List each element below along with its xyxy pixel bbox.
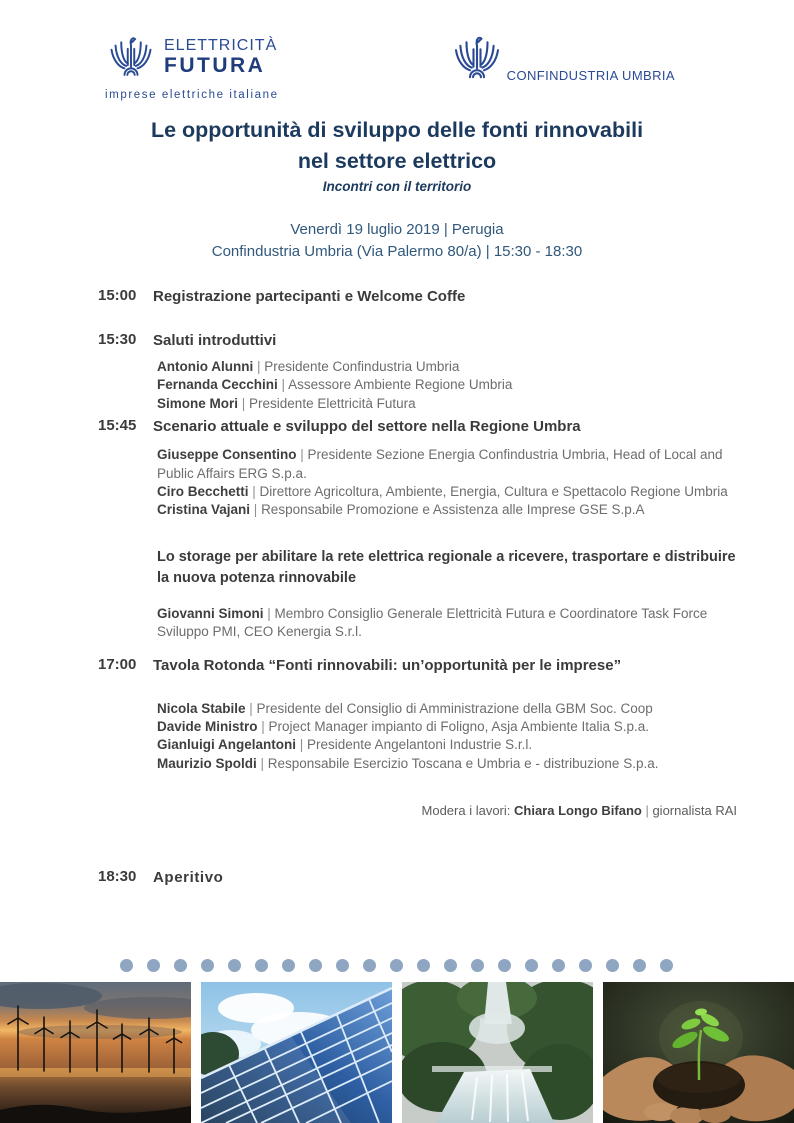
time-label: 15:30 — [98, 330, 137, 348]
speaker-line — [157, 700, 737, 718]
photo-strip — [0, 982, 794, 1123]
speaker-name: Gianluigi Angelantoni — [157, 737, 296, 753]
speaker-line — [157, 718, 737, 736]
event-title-line1: Le opportunità di sviluppo delle fonti rinnovabili — [150, 118, 644, 142]
dots-divider — [0, 959, 794, 972]
speaker-role: Presidente Angelantoni Industrie S.r.l. — [307, 737, 533, 753]
dot — [633, 959, 646, 972]
dot — [255, 959, 268, 972]
event-venue: Confindustria Umbria (Via Palermo 80/a) | 15:30 - 18:30 — [211, 243, 583, 261]
session-title: Lo storage per abilitare la rete elettrica regionale a ricevere, trasportare e distribuire la nuova potenza rinnovabile — [157, 548, 736, 586]
moderator-prefix: Modera i lavori: — [421, 803, 514, 819]
speaker-name: Davide Ministro — [157, 718, 258, 734]
speaker-list — [157, 446, 737, 519]
dot — [606, 959, 619, 972]
dot — [363, 959, 376, 972]
speaker-name: Maurizio Spoldi — [157, 755, 257, 771]
pipe-separator: | — [256, 755, 268, 771]
logo-tagline: imprese elettriche italiane — [105, 89, 279, 101]
speaker-list — [157, 700, 737, 773]
dot — [579, 959, 592, 972]
session-title: Tavola Rotonda “Fonti rinnovabili: un’opportunità per le imprese” — [153, 657, 622, 675]
logo-text-line1: ELETTRICITÀ — [164, 36, 278, 54]
pipe-separator: | — [245, 700, 257, 716]
pipe-separator: | — [257, 718, 269, 734]
session-title: Scenario attuale e sviluppo del settore nella Regione Umbra — [153, 417, 581, 435]
session — [98, 417, 737, 520]
dot — [174, 959, 187, 972]
photo-waterfall — [402, 982, 593, 1123]
speaker-line — [157, 755, 737, 773]
event-title-line2: nel settore elettrico — [297, 149, 497, 174]
event-subtitle: Incontri con il territorio — [322, 179, 472, 195]
pipe-separator: | — [248, 483, 260, 499]
confindustria-umbria-logo — [449, 28, 675, 88]
pipe-separator: | — [238, 395, 250, 411]
speaker-role: Responsabile Promozione e Assistenza alle Imprese GSE S.p.A — [261, 502, 645, 518]
photo-solar-panels — [201, 982, 392, 1123]
confindustria-eagle-icon — [449, 28, 505, 88]
pipe-separator: | — [277, 377, 289, 393]
speaker-line — [157, 605, 737, 642]
speaker-name: Cristina Vajani — [157, 502, 251, 518]
speaker-name: Ciro Becchetti — [157, 483, 249, 499]
time-label: 15:45 — [98, 416, 137, 434]
time-label: 18:30 — [98, 868, 137, 886]
logo-text: CONFINDUSTRIA UMBRIA — [506, 68, 675, 83]
speaker-role: Presidente Confindustria Umbria — [264, 358, 460, 374]
schedule-item — [98, 287, 737, 307]
speaker-role: Direttore Agricoltura, Ambiente, Energia, Cultura e Spettacolo Regione Umbria — [259, 483, 728, 499]
speaker-role: Project Manager impianto di Foligno, Asja Ambiente Italia S.p.a. — [268, 718, 650, 734]
schedule-item — [98, 656, 737, 676]
speaker-role: Assessore Ambiente Regione Umbria — [288, 377, 513, 393]
speaker-name: Fernanda Cecchini — [157, 377, 278, 393]
speaker-role: Presidente Sezione Energia Confindustria Umbria, Head of Local and Public Affairs ERG S.p.a. — [157, 447, 723, 481]
speaker-name: Giovanni Simoni — [157, 605, 264, 621]
speaker-line — [157, 501, 737, 519]
speaker-role: Responsabile Esercizio Toscana e Umbria e - distribuzione S.p.a. — [267, 755, 659, 771]
pipe-separator: | — [263, 605, 275, 621]
session — [98, 331, 737, 413]
session-title: Aperitivo — [153, 869, 224, 887]
dot — [417, 959, 430, 972]
pipe-separator: | — [641, 803, 653, 819]
confindustria-eagle-icon — [105, 28, 157, 86]
speaker-list — [157, 605, 737, 642]
speaker-line — [157, 446, 737, 483]
speaker-list — [157, 358, 737, 413]
speaker-name: Simone Mori — [157, 395, 239, 411]
logo-text-line2: FUTURA — [164, 54, 266, 78]
speaker-line — [157, 736, 737, 754]
schedule-item — [98, 547, 737, 589]
speaker-line — [157, 483, 737, 501]
speaker-role: Presidente del Consiglio di Amministrazione della GBM Soc. Coop — [256, 700, 653, 716]
time-label: 17:00 — [98, 656, 137, 674]
moderator-name: Chiara Longo Bifano — [514, 803, 642, 819]
session — [98, 287, 737, 307]
photo-hands-with-seedling — [603, 982, 794, 1123]
dot — [201, 959, 214, 972]
pipe-separator: | — [253, 358, 265, 374]
moderator-role: giornalista RAI — [652, 803, 737, 819]
dot — [228, 959, 241, 972]
speaker-name: Antonio Alunni — [157, 358, 254, 374]
dot — [552, 959, 565, 972]
elettricita-futura-logo — [105, 28, 279, 101]
photo-wind-turbines-sunset — [0, 982, 191, 1123]
pipe-separator: | — [296, 447, 308, 463]
dot — [336, 959, 349, 972]
speaker-line — [157, 376, 737, 394]
dot — [660, 959, 673, 972]
time-label: 15:00 — [98, 287, 137, 305]
speaker-line — [157, 358, 737, 376]
dot — [390, 959, 403, 972]
speaker-name: Nicola Stabile — [157, 700, 246, 716]
schedule-item — [98, 417, 737, 437]
pipe-separator: | — [250, 502, 262, 518]
speaker-role: Membro Consiglio Generale Elettricità Futura e Coordinatore Task Force Sviluppo PMI, CEO Kenergia S.r.l. — [157, 605, 708, 639]
pipe-separator: | — [296, 737, 308, 753]
schedule — [0, 287, 794, 773]
dot — [498, 959, 511, 972]
dot — [120, 959, 133, 972]
speaker-line — [157, 395, 737, 413]
header — [0, 0, 794, 101]
dot — [525, 959, 538, 972]
moderator-line — [0, 803, 794, 818]
schedule-item — [98, 331, 737, 351]
dot — [282, 959, 295, 972]
dot — [147, 959, 160, 972]
session-title: Saluti introduttivi — [153, 331, 277, 349]
session-title: Registrazione partecipanti e Welcome Coffe — [153, 288, 466, 306]
session — [98, 547, 737, 642]
speaker-role: Presidente Elettricità Futura — [249, 395, 416, 411]
dot — [309, 959, 322, 972]
speaker-name: Giuseppe Consentino — [157, 447, 297, 463]
event-title — [0, 115, 794, 177]
event-date: Venerdì 19 luglio 2019 | Perugia — [290, 221, 504, 239]
session — [98, 656, 737, 773]
dot — [471, 959, 484, 972]
schedule-item — [0, 868, 794, 888]
dot — [444, 959, 457, 972]
